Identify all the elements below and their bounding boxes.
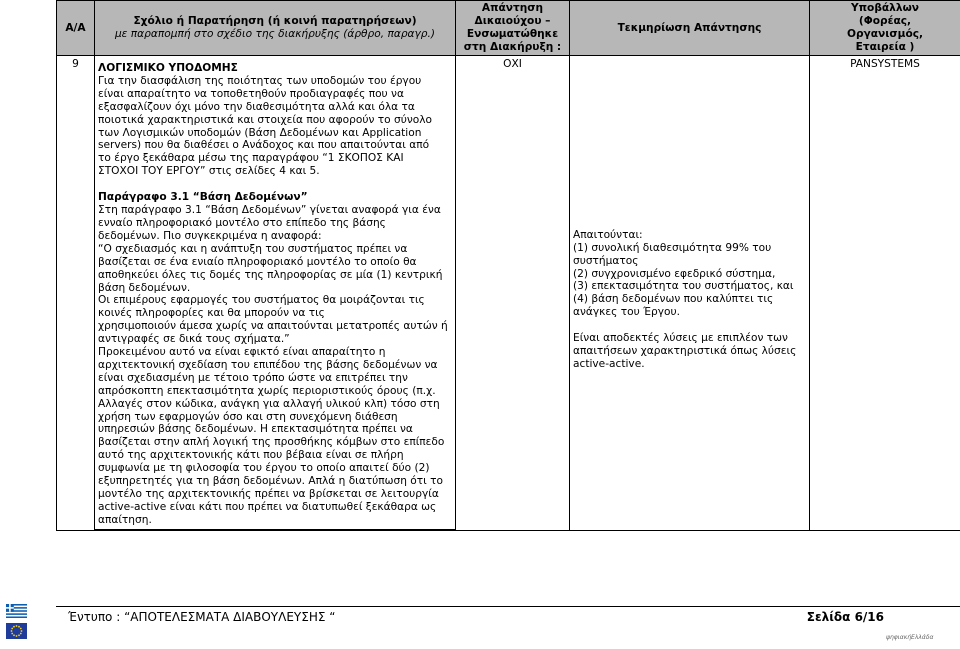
header-submitter-l3: Οργανισμός,	[846, 28, 924, 40]
row-heading: Παράγραφο 3.1 “Βάση Δεδομένων”	[98, 191, 308, 204]
header-justification: Τεκμηρίωση Απάντησης	[570, 1, 810, 56]
row-number: 9	[57, 56, 95, 531]
consultation-table	[56, 0, 960, 531]
header-answer-l3: Ενσωματώθηκε	[466, 28, 559, 40]
row-submitter: PANSYSTEMS	[810, 56, 960, 531]
header-submitter-l4: Εταιρεία )	[855, 41, 915, 53]
header-aa: Α/Α	[57, 1, 95, 56]
table-row	[57, 56, 960, 530]
footer-form-label: Έντυπο : “ΑΠΟΤΕΛΕΣΜΑΤΑ ΔΙΑΒΟΥΛΕΥΣΗΣ “	[68, 610, 336, 624]
header-answer-l2: Δικαιούχου –	[474, 15, 551, 27]
footer-divider	[56, 606, 960, 607]
greek-flag-icon	[6, 604, 27, 618]
eu-flag-icon	[6, 623, 27, 639]
row-justification: Απαιτούνται: (1) συνολική διαθεσιμότητα 99% του συστήματος (2) συγχρονισμένο εφεδρικό σύστημα, (3) επεκτασιμότητα του συστήματος, και (4) βάση δεδομένων που καλύπτει τις ανάγκες του Έργου. Είναι αποδεκτές λύσεις με επιπλέον των απαιτήσεων χαρακτηριστικά όπως λύσεις active-active.	[570, 56, 810, 531]
row-comment	[95, 56, 456, 530]
row-answer: ΟΧΙ	[456, 56, 570, 531]
header-answer-l1: Απάντηση	[481, 2, 544, 14]
prev-row-text: Για την διασφάλιση της ποιότητας των υποδομών του έργου είναι απαραίτητο να τοποθετηθούν προδιαγραφές που να εξασφαλίζουν όχι μόνο την διαθεσιμότητα αλλά και όλα τα ποιοτικά χαρακτηριστικά και στοιχεία που αφορούν το σύνολο των Λογισμικών υποδομών (Βάση Δεδομένων και Application servers) που θα διαθέσει ο Ανάδοχος και που απαιτούνται από το έργο ξεκάθαρα μέσω της παραγράφου “1 ΣΚΟΠΟΣ ΚΑΙ ΣΤΟΧΟΙ ΤΟΥ ΕΡΓΟΥ” στις σελίδες 4 και 5.	[98, 74, 432, 178]
header-comment	[95, 1, 456, 56]
header-submitter-l1: Υποβάλλων	[850, 2, 920, 14]
prev-row-title: ΛΟΓΙΣΜΙΚΟ ΥΠΟΔΟΜΗΣ	[98, 62, 238, 74]
header-answer	[456, 1, 570, 56]
header-comment-title: Σχόλιο ή Παρατήρηση (ή κοινή παρατηρήσεων)	[133, 15, 417, 27]
footer-page-label: Σελίδα 6/16	[806, 610, 884, 624]
row-comment-text: Στη παράγραφο 3.1 “Βάση Δεδομένων” γίνεται αναφορά για ένα ενναίο πληροφοριακό μοντέλο στο επίπεδο της βάσης δεδομένων. Πιο συγκεκριμένα η αναφορά: “Ο σχεδιασμός και η ανάπτυξη του συστήματος πρέπει να βασίζεται σε ένα ενιαίο πληροφοριακό μοντέλο το οποίο θα αποθηκεύει όλες τις δομές της πληροφορίας σε μία (1) κεντρική βάση δεδομένων. Οι επιμέρους εφαρμογές του συστήματος θα μοιράζονται τις κοινές πληροφορίες και θα μπορούν να τις χρησιμοποιούν άμεσα χωρίς να απαιτούνται μετατροπές αυτών ή αντιγραφές σε δικά τους σχήματα.” Προκειμένου αυτό να είναι εφικτό είναι απαραίτητο η αρχιτεκτονική σχεδίαση του επιπέδου της βάσης δεδομένων να είναι σχεδιασμένη με τέτοιο τρόπο ώστε να επιτρέπει την απρόσκοπτη επεκτασιμότητα χωρίς περιοριστικούς όρους (π.χ. Αλλαγές στον κώδικα, ανάγκη για αλλαγή υλικού κλπ) τόσο στη χρήση των εφαρμογών όσο και στη συνεχόμενη διάθεση υπηρεσιών βάσης δεδομένων. Η επεκτασιμότητα πρέπει να βασίζεται στην απλή λογική της προσθήκης κόμβων στο επίπεδο αυτό της αρχιτεκτονικής κάτι που βέβαια είναι σε πλήρη συμφωνία με τη φιλοσοφία του έργου το οποίο απαιτεί δύο (2) εξυπηρετητές για τη βάση δεδομένων. Απλά η διατύπωση ότι το μοντέλο της αρχιτεκτονικής πρέπει να βρίσκεται σε λειτουργία active-active είναι κάτι που πρέπει να διατυπωθεί ξεκάθαρα ως απαίτηση.	[98, 204, 448, 526]
header-answer-l4: στη Διακήρυξη :	[463, 41, 562, 53]
table-header-row	[57, 1, 960, 56]
header-submitter-l2: (Φορέας,	[858, 15, 912, 27]
header-submitter	[810, 1, 960, 56]
digital-greece-logo: ψηφιακήΕλλάδα	[886, 634, 934, 641]
header-comment-sub: με παραπομπή στο σχέδιο της διακήρυξης (άρθρο, παραγρ.)	[114, 28, 436, 40]
